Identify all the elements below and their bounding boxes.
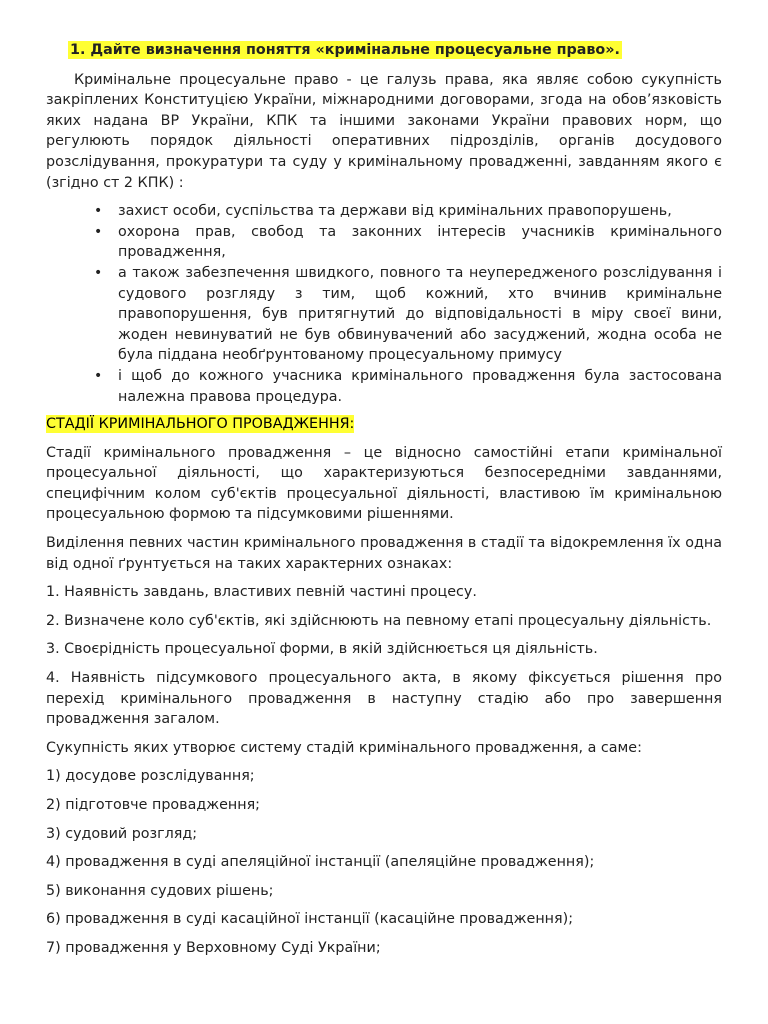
stage-item: 7) провадження у Верховному Суді України;: [46, 939, 381, 956]
stage-item: 3) судовий розгляд;: [46, 825, 198, 842]
stages-definition-paragraph: Стадії кримінального провадження – це відносно самостійні етапи кримінальної процесуальної діяльності, що характеризуються безпосередніми завданнями, специфічним колом суб'єктів процесуальної діяльності, властивою їм кримінальною процесуальною формою та підсумковими рішеннями.: [46, 444, 722, 523]
section-title-highlight: СТАДІЇ КРИМІНАЛЬНОГО ПРОВАДЖЕННЯ:: [46, 416, 355, 433]
definition-paragraph: Кримінальне процесуальне право - це галузь права, яка являє собою сукупність закріплених Конституцією України, міжнародними договорами, згода на обов’язковість яких надана ВР України, КПК та іншими законами України правових норм, що регулюють порядок діяльності оперативних підрозділів, органів досудового розслідування, прокуратури та суду у кримінальному провадженні, завданням якого є (згідно ст 2 КПК) :: [46, 71, 722, 191]
heading-highlight: 1. Дайте визначення поняття «кримінальне процесуальне право».: [70, 42, 620, 58]
section-title: [46, 414, 722, 435]
division-intro-paragraph: Виділення певних частин кримінального провадження в стадії та відокремлення їх одна від одної ґрунтується на таких характерних ознаках:: [46, 535, 722, 572]
feature-item: 1. Наявність завдань, властивих певній частині процесу.: [46, 584, 477, 601]
bullet-icon: •: [94, 367, 103, 384]
task-text: і щоб до кожного учасника кримінального провадження була застосована належна правова процедура.: [118, 367, 722, 405]
list-item: [46, 201, 722, 222]
question-heading: [68, 40, 722, 61]
stage-item: 4) провадження в суді апеляційної інстанції (апеляційне провадження);: [46, 854, 595, 871]
tasks-list: [46, 201, 722, 407]
task-text: а також забезпечення швидкого, повного та неупередженого розслідування і судового розгляду з тим, щоб кожний, хто вчинив кримінальне правопорушення, був притягнутий до відповідальності в міру своєї вини, жоден невинуватий не був обвинувачений або засуджений, жодна особа не була піддана необґрунтованому процесуальному примусу: [118, 264, 722, 364]
stage-item: 5) виконання судових рішень;: [46, 882, 274, 899]
bullet-icon: •: [94, 203, 103, 220]
document-page: [46, 40, 722, 967]
bullet-icon: •: [94, 223, 103, 240]
list-item: [46, 263, 722, 366]
task-text: охорона прав, свобод та законних інтересів учасників кримінального провадження,: [118, 223, 722, 261]
bullet-icon: •: [94, 264, 103, 281]
feature-item: 2. Визначене коло суб'єктів, які здійснюють на певному етапі процесуальну діяльність.: [46, 612, 712, 629]
list-item: [46, 222, 722, 263]
feature-item: 4. Наявність підсумкового процесуального акта, в якому фіксується рішення про перехід кримінального провадження в наступну стадію або про завершення провадження загалом.: [46, 670, 722, 728]
stage-item: 2) підготовче провадження;: [46, 797, 260, 813]
task-text: захист особи, суспільства та держави від кримінальних правопорушень,: [118, 203, 672, 220]
feature-item: 3. Своєрідність процесуальної форми, в якій здійснюється ця діяльність.: [46, 641, 598, 658]
features-list: [46, 582, 722, 730]
system-intro-paragraph: Сукупність яких утворює систему стадій кримінального провадження, а саме:: [46, 739, 642, 756]
stages-list: [46, 766, 722, 958]
stage-item: 1) досудове розслідування;: [46, 768, 255, 785]
stage-item: 6) провадження в суді касаційної інстанції (касаційне провадження);: [46, 911, 574, 928]
list-item: [46, 366, 722, 407]
